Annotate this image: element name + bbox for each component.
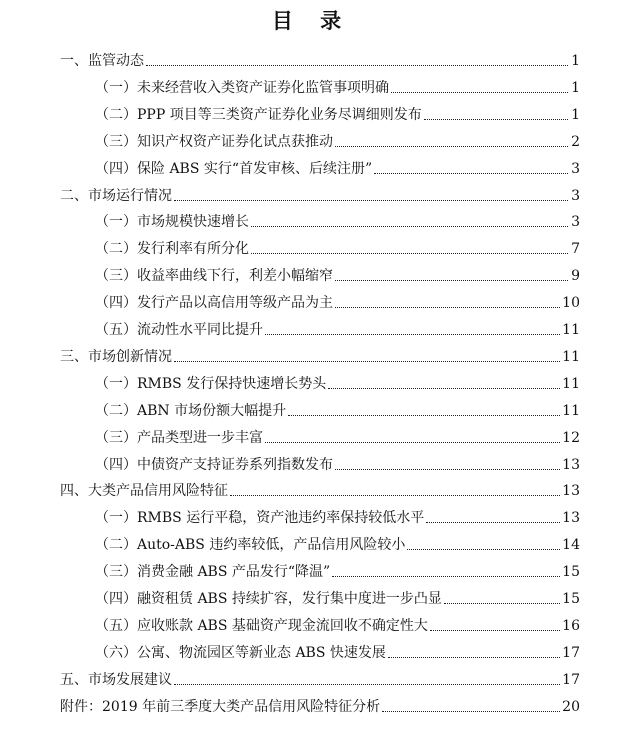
toc-entry-label: （三）产品类型进一步丰富 — [95, 429, 263, 446]
toc-dot-leader — [382, 711, 560, 712]
toc-page-number: 3 — [571, 214, 580, 231]
toc-dot-leader — [174, 361, 560, 362]
toc-dot-leader — [288, 415, 560, 416]
toc-page-number: 13 — [562, 510, 580, 527]
toc-entry-label: （五）流动性水平同比提升 — [95, 322, 263, 338]
toc-section-entry[interactable] — [60, 474, 580, 500]
toc-subsection-entry[interactable] — [95, 582, 580, 608]
toc-dot-leader — [332, 576, 560, 577]
page-title: 目 录 — [271, 9, 352, 33]
toc-page-number: 7 — [571, 241, 580, 258]
toc-subsection-entry[interactable] — [95, 367, 580, 393]
toc-entry-label: （四）融资租赁 ABS 持续扩容，发行集中度进一步凸显 — [95, 591, 442, 607]
toc-dot-leader — [230, 495, 560, 496]
toc-entry-label: （一）市场规模快速增长 — [95, 214, 249, 231]
toc-subsection-entry[interactable] — [95, 125, 580, 151]
toc-entry-label: 一、监管动态 — [60, 53, 144, 69]
toc-page-number: 9 — [571, 268, 580, 285]
toc-page-number: 13 — [562, 483, 580, 500]
toc-page-number: 3 — [571, 160, 580, 177]
toc-page-number: 11 — [562, 348, 580, 365]
toc-dot-leader — [251, 253, 568, 254]
toc-page-number: 10 — [562, 295, 580, 312]
toc-entry-label: （一）RMBS 运行平稳，资产池违约率保持较低水平 — [95, 510, 425, 527]
toc-dot-leader — [265, 334, 560, 335]
toc-entry-label: 三、市场创新情况 — [60, 348, 172, 365]
toc-page-number: 3 — [571, 187, 580, 204]
toc-page-number: 16 — [562, 617, 580, 634]
toc-section-entry[interactable] — [60, 663, 580, 689]
toc-page-number: 11 — [562, 322, 580, 338]
toc-entry-label: （六）公寓、物流园区等新业态 ABS 快速发展 — [95, 644, 386, 661]
toc-dot-leader — [265, 442, 560, 443]
toc-entry-label: （五）应收账款 ABS 基础资产现金流回收不确定性大 — [95, 617, 428, 634]
toc-subsection-entry[interactable] — [95, 232, 580, 258]
toc-subsection-entry[interactable] — [95, 609, 580, 635]
toc-subsection-entry[interactable] — [95, 501, 580, 527]
toc-subsection-entry[interactable] — [95, 394, 580, 420]
toc-dot-leader — [424, 119, 568, 120]
toc-page-number: 2 — [571, 133, 580, 150]
toc-dot-leader — [388, 657, 560, 658]
toc-page-number: 1 — [571, 53, 580, 69]
toc-subsection-entry[interactable] — [95, 71, 580, 97]
toc-dot-leader — [430, 630, 560, 631]
toc-entry-label: （三）收益率曲线下行，利差小幅缩窄 — [95, 268, 333, 285]
toc-entry-label: （三）知识产权资产证券化试点获推动 — [95, 133, 333, 150]
toc-section-entry[interactable] — [60, 340, 580, 366]
toc-entry-label: 五、市场发展建议 — [60, 671, 172, 688]
toc-subsection-entry[interactable] — [95, 205, 580, 231]
toc-page-number: 12 — [562, 429, 580, 446]
toc-section-entry[interactable] — [60, 179, 580, 205]
toc-page-number: 11 — [562, 402, 580, 419]
toc-page-number: 13 — [562, 456, 580, 473]
toc-page-number: 17 — [562, 671, 580, 688]
toc-entry-label: （一）RMBS 发行保持快速增长势头 — [95, 375, 327, 392]
toc-page-number: 11 — [562, 375, 580, 392]
toc-subsection-entry[interactable] — [95, 555, 580, 581]
toc-page-number: 1 — [571, 79, 580, 96]
toc-page-number: 15 — [562, 591, 580, 607]
toc-subsection-entry[interactable] — [95, 259, 580, 285]
toc-page-number: 17 — [562, 644, 580, 661]
toc-page-number: 15 — [562, 564, 580, 581]
toc-entry-label: （一）未来经营收入类资产证券化监管事项明确 — [95, 79, 389, 96]
toc-dot-leader — [335, 280, 568, 281]
toc-subsection-entry[interactable] — [95, 448, 580, 474]
toc-section-entry[interactable] — [60, 44, 580, 70]
toc-subsection-entry[interactable] — [95, 98, 580, 124]
toc-subsection-entry[interactable] — [95, 528, 580, 554]
toc-subsection-entry[interactable] — [95, 421, 580, 447]
toc-entry-label: （二）发行利率有所分化 — [95, 241, 249, 258]
toc-entry-label: （二）ABN 市场份额大幅提升 — [95, 402, 287, 419]
toc-dot-leader — [174, 684, 560, 685]
toc-subsection-entry[interactable] — [95, 636, 580, 662]
toc-dot-leader — [146, 65, 568, 66]
toc-dot-leader — [407, 549, 560, 550]
toc-entry-label: （四）保险 ABS 实行“首发审核、后续注册” — [95, 160, 373, 177]
toc-page-number: 1 — [571, 106, 580, 123]
toc-dot-leader — [174, 200, 568, 201]
toc-page-number: 14 — [562, 537, 580, 554]
toc-entry-label: （四）发行产品以高信用等级产品为主 — [95, 295, 333, 312]
toc-subsection-entry[interactable] — [95, 313, 580, 339]
toc-subsection-entry[interactable] — [95, 286, 580, 312]
toc-dot-leader — [335, 469, 560, 470]
toc-dot-leader — [374, 173, 568, 174]
toc-entry-label: （四）中债资产支持证券系列指数发布 — [95, 456, 333, 473]
toc-subsection-entry[interactable] — [95, 152, 580, 178]
toc-entry-label: （三）消费金融 ABS 产品发行“降温” — [95, 564, 331, 581]
toc-entry-label: 附件：2019 年前三季度大类产品信用风险特征分析 — [60, 698, 381, 715]
toc-entry-label: 二、市场运行情况 — [60, 187, 172, 204]
toc-section-entry[interactable] — [60, 690, 580, 716]
toc-dot-leader — [335, 307, 560, 308]
toc-dot-leader — [391, 92, 568, 93]
toc-dot-leader — [335, 146, 568, 147]
toc-page-number: 20 — [562, 698, 580, 715]
toc-entry-label: 四、大类产品信用风险特征 — [60, 483, 228, 500]
toc-entry-label: （二）Auto-ABS 违约率较低，产品信用风险较小 — [95, 537, 406, 554]
toc-dot-leader — [328, 388, 560, 389]
toc-dot-leader — [251, 226, 568, 227]
toc-dot-leader — [426, 522, 560, 523]
toc-entry-label: （二）PPP 项目等三类资产证券化业务尽调细则发布 — [95, 106, 422, 123]
toc-dot-leader — [444, 603, 560, 604]
